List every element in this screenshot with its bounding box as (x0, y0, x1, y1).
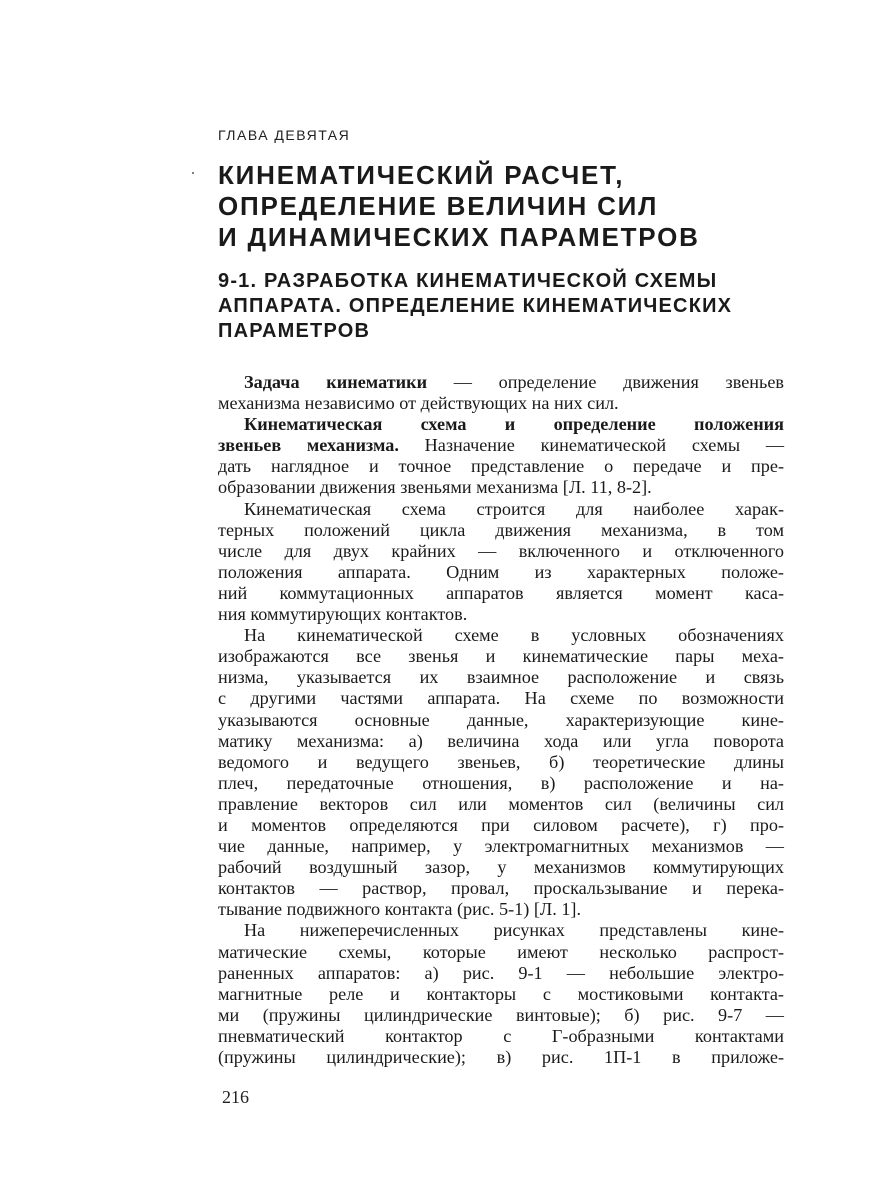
text-line: контактов — раствор, провал, проскальзывание и перека- (218, 878, 784, 899)
chapter-title (218, 160, 778, 253)
text-line: чие данные, например, у электромагнитных механизмов — (218, 836, 784, 857)
paragraph-5 (218, 920, 784, 1068)
text-line: положения аппарата. Одним из характерных положе- (218, 561, 784, 582)
text-line: образовании движения звеньями механизма [Л. 11, 8-2]. (218, 477, 652, 498)
section-title-line: ПАРАМЕТРОВ (218, 320, 371, 342)
text-line: тывание подвижного контакта (рис. 5-1) [Л. 1]. (218, 899, 582, 920)
section-title (218, 269, 798, 344)
text-line: магнитные реле и контакторы с мостиковыми контакта- (218, 983, 784, 1004)
paragraph-1 (218, 372, 784, 414)
text-line: указываются основные данные, характеризующие кине- (218, 709, 784, 730)
text-line: терных положений цикла движения механизма, в том (218, 519, 784, 540)
text-line: матику механизма: а) величина хода или угла поворота (218, 730, 784, 751)
text-line: правление векторов сил или моментов сил (величины сил (218, 793, 784, 814)
text-run: Назначение кинематической схемы — (398, 435, 785, 456)
chapter-label: ГЛАВА ДЕВЯТАЯ (218, 127, 351, 143)
text-line: числе для двух крайних — включенного и отключенного (218, 540, 784, 561)
bold-term: звеньев механизма. (218, 435, 399, 456)
page-number: 216 (222, 1087, 249, 1107)
bold-term: Задача кинематики (244, 372, 428, 392)
text-line: с другими частями аппарата. На схеме по возможности (218, 688, 784, 709)
text-line: дать наглядное и точное представление о передаче и пре- (218, 456, 784, 477)
section-title-line: 9-1. РАЗРАБОТКА КИНЕМАТИЧЕСКОЙ СХЕМЫ (218, 270, 718, 292)
print-speck (192, 172, 194, 174)
text-line: ведомого и ведущего звеньев, б) теоретические длины (218, 751, 784, 772)
chapter-title-line: КИНЕМАТИЧЕСКИЙ РАСЧЕТ, (218, 160, 625, 190)
paragraph-2 (218, 414, 784, 498)
text-line: плеч, передаточные отношения, в) расположение и на- (218, 772, 784, 793)
text-line: Кинематическая схема строится для наиболее харак- (244, 498, 784, 519)
text-line: матические схемы, которые имеют несколько распрост- (218, 941, 784, 962)
text-line: Кинематическая схема и определение положения (244, 414, 784, 435)
chapter-title-line: И ДИНАМИЧЕСКИХ ПАРАМЕТРОВ (218, 222, 700, 252)
text-run: — определение движения звеньев (427, 372, 784, 392)
paragraph-3 (218, 499, 784, 626)
text-line: На нижеперечисленных рисунках представлены кине- (244, 920, 784, 941)
text-line: (пружины цилиндрические); в) рис. 1П-1 в приложе- (218, 1047, 784, 1067)
text-line (218, 435, 784, 456)
text-line: раненных аппаратов: а) рис. 9-1 — небольшие электро- (218, 962, 784, 983)
text-line (218, 372, 784, 393)
paragraph-4 (218, 625, 784, 920)
text-line: На кинематической схеме в условных обозначениях (244, 625, 784, 646)
section-title-line: АППАРАТА. ОПРЕДЕЛЕНИЕ КИНЕМАТИЧЕСКИХ (218, 295, 733, 317)
text-line: изображаются все звенья и кинематические пары меха- (218, 646, 784, 667)
text-line: пневматический контактор с Г-образными контактами (218, 1025, 784, 1046)
text-line: ми (пружины цилиндрические винтовые); б) рис. 9-7 — (218, 1004, 784, 1025)
text-line: низма, указывается их взаимное расположение и связь (218, 667, 784, 688)
text-line: рабочий воздушный зазор, у механизмов коммутирующих (218, 857, 784, 878)
chapter-title-line: ОПРЕДЕЛЕНИЕ ВЕЛИЧИН СИЛ (218, 191, 659, 221)
text-line: ний коммутационных аппаратов является момент каса- (218, 582, 784, 603)
text-line: механизма независимо от действующих на них сил. (218, 393, 619, 414)
text-line: и моментов определяются при силовом расчете), г) про- (218, 814, 784, 835)
text-line: ния коммутирующих контактов. (218, 604, 468, 625)
body-text (218, 372, 784, 1068)
